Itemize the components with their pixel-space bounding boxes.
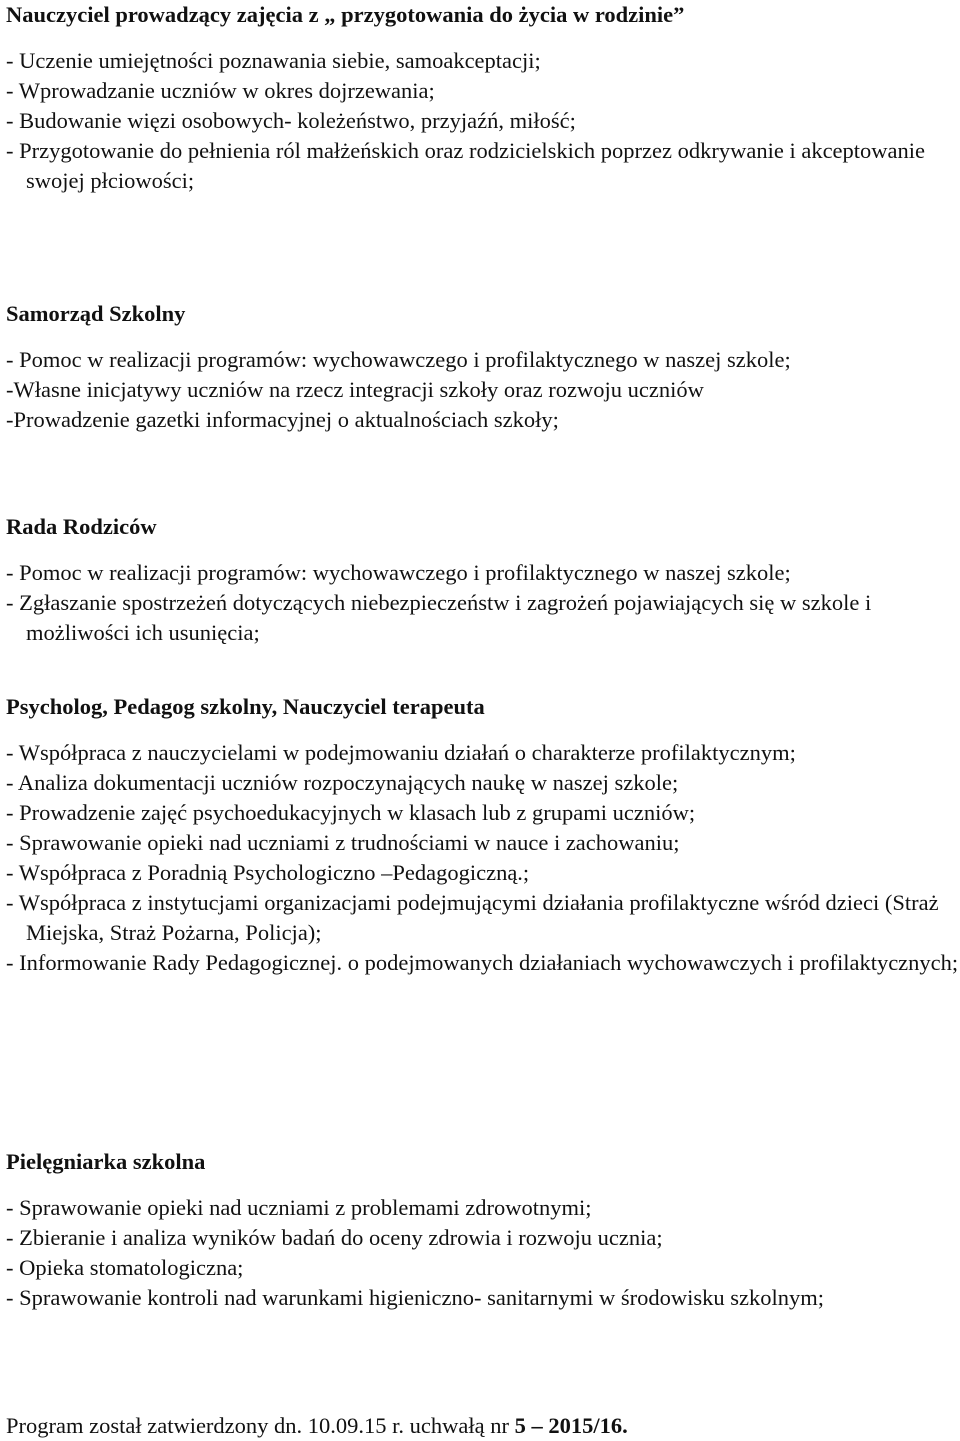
section-heading: Samorząd Szkolny — [6, 301, 186, 326]
list-item: - Wprowadzanie uczniów w okres dojrzewania; — [6, 78, 435, 103]
list-item: - Współpraca z instytucjami organizacjami podejmującymi działania profilaktyczne wśród dzieci (Straż Miejska, Straż Pożarna, Policja); — [6, 890, 939, 945]
list-item: -Prowadzenie gazetki informacyjnej o aktualnościach szkoły; — [6, 407, 559, 432]
list-item: - Prowadzenie zajęć psychoedukacyjnych w klasach lub z grupami uczniów; — [6, 800, 696, 825]
list-item: - Opieka stomatologiczna; — [6, 1255, 244, 1280]
list-item: -Własne inicjatywy uczniów na rzecz integracji szkoły oraz rozwoju uczniów — [6, 377, 704, 402]
section-heading: Nauczyciel prowadzący zajęcia z „ przygotowania do życia w rodzinie” — [6, 2, 685, 27]
section-rada-rodzicow — [6, 512, 960, 648]
list-item: - Współpraca z nauczycielami w podejmowaniu działań o charakterze profilaktycznym; — [6, 740, 796, 765]
approval-footer — [6, 1411, 960, 1441]
resolution-number: 5 — [514, 1412, 526, 1438]
section-przygotowanie-do-zycia — [6, 0, 960, 196]
list-item: - Współpraca z Poradnią Psychologiczno –Pedagogiczną.; — [6, 860, 530, 885]
resolution-separator: – — [525, 1412, 549, 1438]
list-item: - Sprawowanie kontroli nad warunkami higieniczno- sanitarnymi w środowisku szkolnym; — [6, 1285, 824, 1310]
list-item: - Zgłaszanie spostrzeżeń dotyczących niebezpieczeństw i zagrożeń pojawiających się w szkole i możliwości ich usunięcia; — [6, 590, 872, 645]
list-item: - Pomoc w realizacji programów: wychowawczego i profilaktycznego w naszej szkole; — [6, 560, 791, 585]
section-samorzad-szkolny — [6, 299, 960, 435]
list-item: - Przygotowanie do pełnienia ról małżeńskich oraz rodzicielskich poprzez odkrywanie i akceptowanie swojej płciowości; — [6, 138, 926, 193]
list-item: - Budowanie więzi osobowych- koleżeństwo, przyjaźń, miłość; — [6, 108, 576, 133]
list-item: - Zbieranie i analiza wyników badań do oceny zdrowia i rozwoju ucznia; — [6, 1225, 663, 1250]
section-pielegniarka-szkolna — [6, 1147, 960, 1313]
resolution-year: 2015/16. — [548, 1412, 628, 1438]
section-psycholog-pedagog — [6, 692, 960, 978]
list-item: - Sprawowanie opieki nad uczniami z problemami zdrowotnymi; — [6, 1195, 592, 1220]
list-item: - Uczenie umiejętności poznawania siebie, samoakceptacji; — [6, 48, 541, 73]
section-heading: Rada Rodziców — [6, 514, 157, 539]
footer-text: Program został zatwierdzony dn. 10.09.15 r. uchwałą nr — [6, 1412, 515, 1438]
section-heading: Pielęgniarka szkolna — [6, 1149, 206, 1174]
list-item: - Pomoc w realizacji programów: wychowawczego i profilaktycznego w naszej szkole; — [6, 347, 791, 372]
list-item: - Sprawowanie opieki nad uczniami z trudnościami w nauce i zachowaniu; — [6, 830, 680, 855]
list-item: - Analiza dokumentacji uczniów rozpoczynających naukę w naszej szkole; — [6, 770, 679, 795]
list-item: - Informowanie Rady Pedagogicznej. o podejmowanych działaniach wychowawczych i profilaktycznych; — [6, 950, 959, 975]
section-heading: Psycholog, Pedagog szkolny, Nauczyciel terapeuta — [6, 694, 485, 719]
